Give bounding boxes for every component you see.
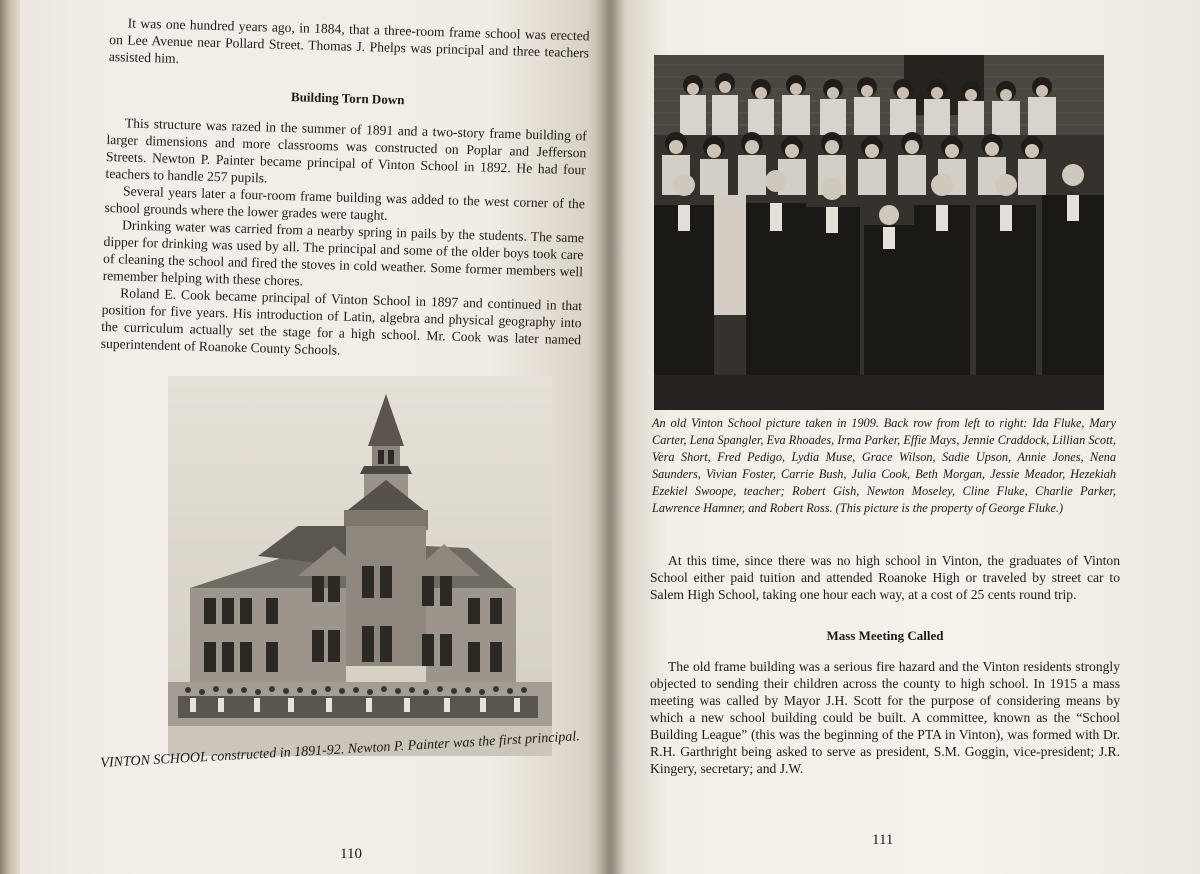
section-heading-building-torn-down: Building Torn Down [290,89,405,108]
class-photo-1909 [654,55,1104,410]
paragraph: At this time, since there was no high school in Vinton, the graduates of Vinton School either paid tuition and attended Roanoke High or traveled by street car to Salem High School, taking one hour each way, at a cost of 25 cents round trip. [650,553,1120,602]
right-page-text [650,552,1120,777]
class-photo-caption: An old Vinton School picture taken in 1909. Back row from left to right: Ida Fluke, Mary Carter, Lena Spangler, Eva Rhoades, Irma Parker, Effie Mays, Jennie Craddock, Lillian Scott, Vera Short, Fred Pedigo, Lydia Muse, Grace Wilson, Sadie Upson, Annie Jones, Nena Saunders, Vivian Foster, Carrie Bush, Julia Cook, Beth Morgan, Jessie Meador, Hezekiah Ezekiel Swoope, teacher; Robert Gish, Newton Moseley, Cline Fluke, Charlie Parker, Lawrence Hamner, and Robert Ross. (This picture is the property of George Fluke.) [652,416,1116,515]
paragraph: Roland E. Cook became principal of Vinton School in 1897 and continued in that position for five years. His introduction of Latin, algebra and physical geography into the curriculum actually set the stage for a high school. Mr. Cook was later named superintendent of Roanoke County Schools. [100,285,583,358]
left-page-text [101,14,590,365]
page-number-right: 111 [872,832,894,848]
schoolhouse-caption: VINTON SCHOOL constructed in 1891-92. Newton P. Painter was the first principal. [100,729,581,771]
paragraph: Drinking water was carried from a nearby spring in pails by the students. The same dipper for drinking was used by all. The principal and some of the older boys took care of cleaning the school and fired the stoves in cold weather. Some former members well remember helping with these chores. [102,217,585,289]
paragraph: Several years later a four-room frame building was added to the west corner of the school grounds where the lower grades were taught. [104,183,586,223]
schoolhouse-photo [168,376,552,756]
schoolhouse-illustration [168,376,552,756]
section-heading-mass-meeting: Mass Meeting Called [826,628,944,643]
class-photo-illustration [654,55,1104,410]
intro-paragraph: It was one hundred years ago, in 1884, that a three-room frame school was erected on Lee Avenue near Pollard Street. Thomas J. Phelps was principal and three teachers assisted him. [108,15,590,66]
page-number-left: 110 [340,846,362,862]
paragraph: This structure was razed in the summer of 1891 and a two-story frame building of larger dimensions and more classrooms was constructed on Poplar and Jefferson Streets. Newton P. Painter became principal of Vinton School in 1892. He had four teachers to handle 257 pupils. [105,115,587,186]
paragraph: The old frame building was a serious fire hazard and the Vinton residents strongly objected to sending their children across the county to high school. In 1915 a mass meeting was called by Mayor J.H. Scott for the purpose of considering means by which a new school building could be built. A committee, known as the “School Building League” (this was the beginning of the PTA in Vinton), was formed with Dr. R.H. Garthright being asked to serve as president, S.M. Goggin, vice-president; J.R. Kingery, secretary; and J.W. [650,659,1120,776]
book-gutter [596,0,624,874]
